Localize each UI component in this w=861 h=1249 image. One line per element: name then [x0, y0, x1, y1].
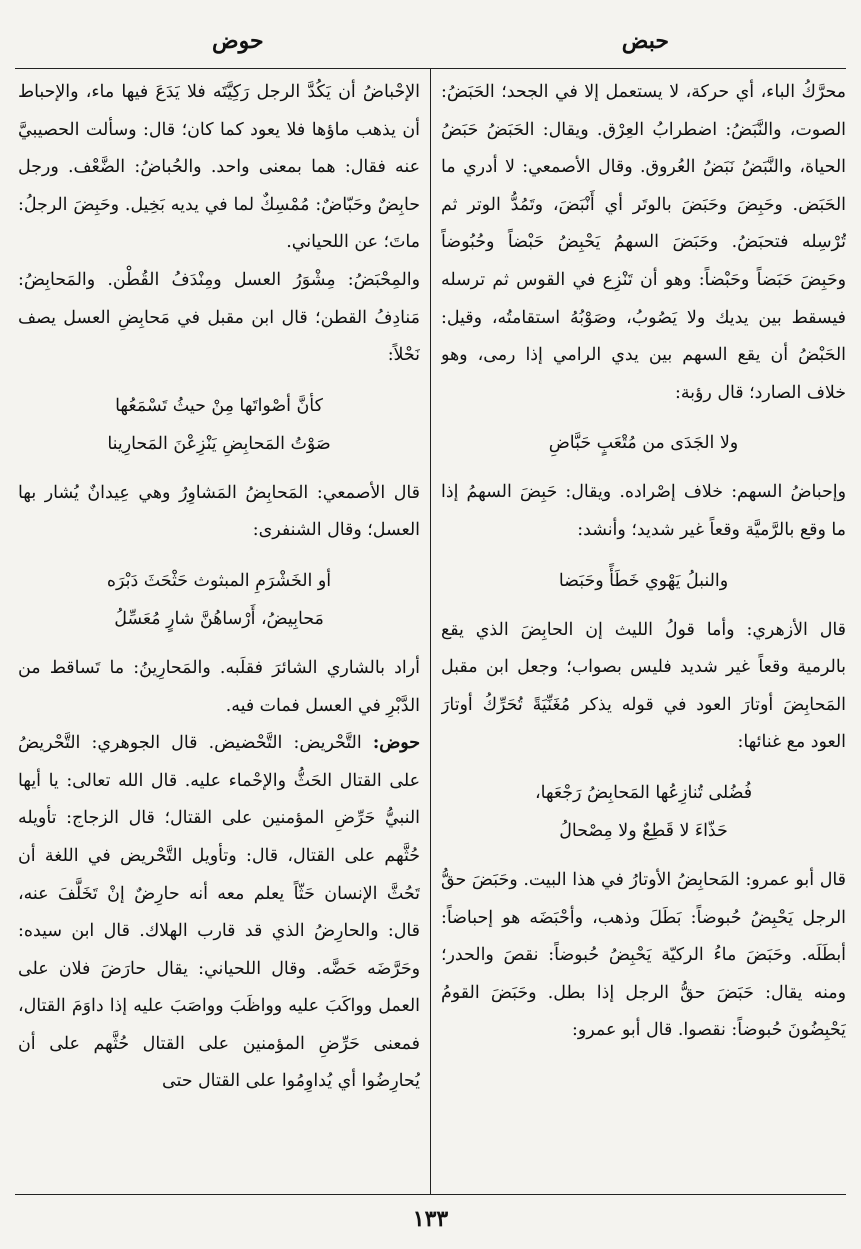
right-verse-1: [441, 424, 846, 462]
right-column: [441, 74, 846, 1190]
left-paragraph-3: قال الأصمعي: المَحابِضُ المَشاوِرُ وهي عِيدانٌ يُشار بها العسل؛ وقال الشنفرى:: [18, 482, 420, 541]
right-verse-3: [441, 774, 846, 850]
right-paragraph-1: محرَّكُ الباء، أي حركة، لا يستعمل إلا في الجحد؛ الحَبَضُ: الصوت، والنَّبَضُ: اضطرابُ العِرْق. ويقال: الحَبَضُ حَبَضُ الحياة، والنَّبَضُ نَبَضُ العُروق. وقال الأصمعي: لا أدري ما الحَبَض. وحَبِضَ وحَبَضَ بالوتَر أي أَنْبَضَ، وتَمُدُّ الوتر ثم تُرْسِله فتحبَضُ. وحَبَضَ السهمُ يَحْبِضُ حَبْضاً وحُبُوضاً وحَبِضَ حَبَضاً وحَبْضاً: وهو أن تَنْزِع في القوس ثم ترسله فيسقط بين يديك ولا يَصُوبُ، وصَوْبُهُ استقامتُه، وقيل: الحَبْضُ أن يقع السهم بين يدي الرامي إذا رمى، وهو خلاف الصارد؛ قال رؤبة:: [441, 82, 846, 403]
verse-line: فُضُلى تُنازِعُها المَحابِضُ رَجْعَها،: [534, 782, 753, 803]
right-verse-2: [441, 562, 846, 600]
left-verse-1: [18, 387, 420, 463]
column-divider: [430, 68, 431, 1194]
verse-line: ولا الجَدَى من مُتْعَبٍ حَبَّاضِ: [548, 433, 739, 454]
running-head-right: حبض: [621, 28, 669, 54]
page-number: ١٣٣: [412, 1206, 449, 1232]
left-paragraph-2: والمِحْبَضُ: مِشْوَرُ العسل ومِنْدَفُ القُطْن. والمَحابِضُ: مَنادِفُ القطن؛ قال ابن مقبل في مَحابِضِ العسل يصف نَحْلاً:: [18, 269, 420, 366]
running-head-left: حوض: [212, 28, 264, 54]
verse-line: مَحابِيضُ، أَرْساهُنَّ شارٍ مُعَسِّلُ: [114, 608, 324, 629]
entry-text: التَّحْريض: التَّحْضيض. قال الجوهري: التَّحْريضُ على القتال الحَثُّ والإحْماء عليه. قال الله تعالى: يا أيها النبيُّ حَرِّضِ المؤمنين على القتال؛ قال الزجاج: تأويله حُثَّهم على القتال، قال: وتأويل التَّحْريض في اللغة أن تَحُثَّ الإنسان حَثّاً يعلم معه أنه حارِضٌ إنْ تَخَلَّفَ عنه، قال: والحارِضُ الذي قد قارب الهلاك. قال ابن سيده: وحَرَّضَه حَضَّه. وقال اللحياني: يقال حارَضَ فلان على العمل وواكَبَ عليه وواظَبَ وواصَبَ عليه إذا داوَمَ القتال، فمعنى حَرِّضِ المؤمنين على القتال حُثَّهم على أن يُحارِضُوا أي يُداوِمُوا على القتال حتى: [18, 733, 420, 1092]
verse-line: صَوْتُ المَحابِضِ يَنْزِعْنَ المَحارِينا: [107, 433, 331, 454]
verse-line: والنبلُ يَهْوي خَطَأً وحَبَضا: [558, 570, 729, 591]
left-verse-2: [18, 562, 420, 638]
verse-line: حَذّاءَ لا قَطِعٌ ولا مِصْحالُ: [559, 820, 728, 841]
right-paragraph-4: قال أبو عمرو: المَحابِضُ الأوتارُ في هذا البيت. وحَبَضَ حقُّ الرجل يَحْبِضُ حُبوضاً: بَطَلَ وذهب، وأحْبَضَه هو إحباضاً: أبطَلَه. وحَبَضَ ماءُ الركيّة يَحْبِضُ حُبوضاً: نقصَ والحدر؛ ومنه يقال: حَبَضَ حقُّ الرجل إذا بطل. وحَبَضَ القومُ يَحْبِضُونَ حُبوضاً: نقصوا. قال أبو عمرو:: [441, 869, 846, 1041]
left-paragraph-4: أراد بالشاري الشائرَ فقلَبه. والمَحارِينُ: ما تَساقط من الدَّبْرِ في العسل فمات فيه.: [18, 657, 420, 716]
right-paragraph-3: قال الأزهري: وأما قولُ الليث إن الحابِضَ الذي يقع بالرمية وقعاً غير شديد فليس بصواب؛ وجعل ابن مقبل المَحابِضَ أوتارَ العود في قوله يذكر مُغَنِّيَةً تُحَرِّكُ أوتارَ العود مع غنائها:: [441, 619, 846, 753]
verse-line: أو الخَشْرَمِ المبثوث حَثْحَثَ دَبْرَه: [106, 570, 332, 591]
bottom-rule: [15, 1194, 846, 1195]
right-paragraph-2: وإحباضُ السهم: خلاف إصْراده. ويقال: حَبِضَ السهمُ إذا ما وقع بالرَّميَّة وقعاً غير شديد؛ وأنشد:: [441, 482, 846, 540]
left-entry-hawd: [18, 725, 420, 1101]
verse-line: كأنَّ أصْواتَها مِنْ حيثُ تَسْمَعُها: [115, 395, 323, 416]
left-paragraph-1: الإحْباضُ أن يَكُدَّ الرجل رَكِيَّتَه فلا يَدَعَ فيها ماء، والإحباط أن يذهب ماؤها فلا يعود كما كان؛ قال: وسألت الحصيبيَّ عنه فقال: هما بمعنى واحد. والحُباضُ: الضَّعْف. ورجل حابِضٌ وحَبّاضٌ: مُمْسِكٌ لما في يديه بَخِيل. وحَبِضَ الرجلُ: ماتَ؛ عن اللحياني.: [18, 82, 420, 253]
entry-headword: حوض:: [372, 733, 420, 754]
left-column: [18, 74, 420, 1190]
